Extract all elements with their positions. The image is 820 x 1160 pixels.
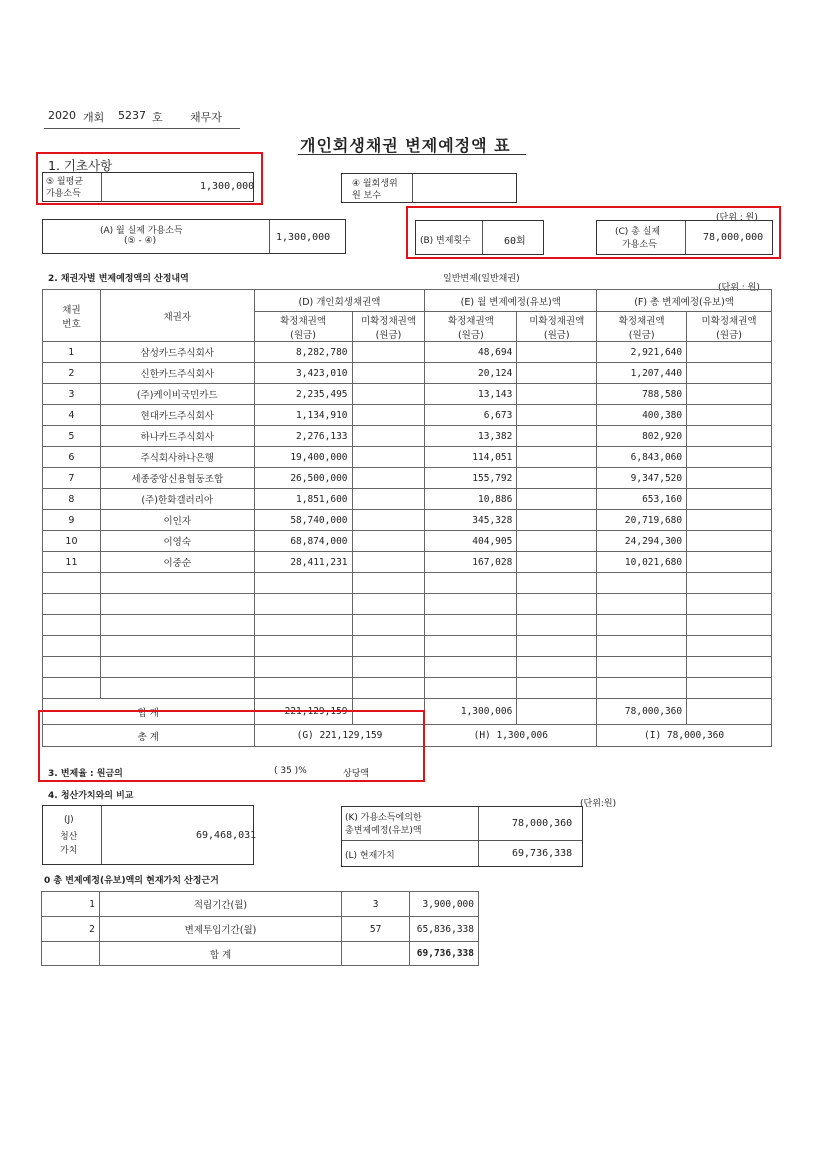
section1-title: 1. 기초사항 <box>48 158 113 173</box>
row-no <box>43 678 101 699</box>
row-d-confirmed: 8,282,780 <box>254 342 352 363</box>
header-e: (E) 월 변제예정(유보)액 <box>425 290 597 312</box>
pv-sum-months-empty <box>342 942 410 966</box>
row-d-unconfirmed <box>352 426 425 447</box>
row-no <box>43 573 101 594</box>
row-f-unconfirmed <box>687 531 772 552</box>
row-d-confirmed <box>254 573 352 594</box>
repayment-rate-value: ( 35 )% <box>274 766 307 776</box>
row-d-confirmed <box>254 657 352 678</box>
row-e-confirmed <box>425 678 517 699</box>
row-e-confirmed: 6,673 <box>425 405 517 426</box>
pv-sum-empty <box>42 942 100 966</box>
liquidation-label-2: 청산 <box>60 832 78 842</box>
row-e-confirmed: 345,328 <box>425 510 517 531</box>
avg-income-value: 1,300,000 <box>200 181 255 192</box>
total-income-label-2: 가용소득 <box>622 240 657 250</box>
section2-title: 2. 채권자별 변제예정액의 산정내역 <box>48 274 189 284</box>
row-creditor: 세종중앙신용협동조합 <box>100 468 254 489</box>
row-f-confirmed <box>597 678 687 699</box>
row-f-unconfirmed <box>687 384 772 405</box>
row-creditor <box>100 615 254 636</box>
row-d-confirmed: 68,874,000 <box>254 531 352 552</box>
row-no: 4 <box>43 405 101 426</box>
header-f: (F) 총 변제예정(유보)액 <box>597 290 772 312</box>
row-d-unconfirmed <box>352 615 425 636</box>
row-e-unconfirmed <box>517 573 597 594</box>
liquidation-value: 69,468,031 <box>196 830 257 841</box>
total-income-value: 78,000,000 <box>703 232 764 243</box>
k-value: 78,000,360 <box>512 818 573 829</box>
row-e-confirmed: 114,051 <box>425 447 517 468</box>
row-f-confirmed <box>597 657 687 678</box>
row-e-confirmed: 10,886 <box>425 489 517 510</box>
header-f-unconfirmed: 미확정채권액 (원금) <box>687 312 772 342</box>
sum-d: 221,129,159 <box>254 699 352 725</box>
header-d-unconfirmed: 미확정채권액 (원금) <box>352 312 425 342</box>
row-e-unconfirmed <box>517 489 597 510</box>
k-label-1: (K) 가용소득에의한 <box>345 813 422 823</box>
sum-f: 78,000,360 <box>597 699 687 725</box>
pv-row-1-months: 3 <box>342 892 410 917</box>
row-d-unconfirmed <box>352 678 425 699</box>
row-e-unconfirmed <box>517 405 597 426</box>
row-d-confirmed: 19,400,000 <box>254 447 352 468</box>
row-d-unconfirmed <box>352 594 425 615</box>
row-e-unconfirmed <box>517 426 597 447</box>
row-d-confirmed: 58,740,000 <box>254 510 352 531</box>
row-no: 9 <box>43 510 101 531</box>
k-label-2: 총변제예정(유보)액 <box>345 826 422 836</box>
row-f-unconfirmed <box>687 342 772 363</box>
total-g: (G) 221,129,159 <box>254 725 425 747</box>
table-row <box>43 531 772 552</box>
section4-title: 4. 청산가치와의 비교 <box>48 791 134 801</box>
row-creditor: 이인자 <box>100 510 254 531</box>
payment-count-label: (B) 변제횟수 <box>420 236 471 246</box>
row-creditor <box>100 678 254 699</box>
pv-row-1-value: 3,900,000 <box>410 892 479 917</box>
row-creditor <box>100 657 254 678</box>
row-d-unconfirmed <box>352 489 425 510</box>
row-f-unconfirmed <box>687 489 772 510</box>
unit-label-3: (단위:원) <box>580 799 617 809</box>
creditor-table <box>42 289 772 747</box>
highlight-payment-info <box>406 206 781 259</box>
table-row <box>43 384 772 405</box>
row-d-confirmed: 28,411,231 <box>254 552 352 573</box>
row-no <box>43 594 101 615</box>
row-f-unconfirmed <box>687 510 772 531</box>
pv-row-1-label: 적립기간(월) <box>99 892 341 917</box>
row-creditor <box>100 594 254 615</box>
sum-f-unconfirmed <box>687 699 772 725</box>
row-e-unconfirmed <box>517 510 597 531</box>
pv-row-2-no: 2 <box>42 917 100 942</box>
monthly-income-value: 1,300,000 <box>276 232 331 243</box>
row-e-unconfirmed <box>517 552 597 573</box>
row-f-confirmed: 788,580 <box>597 384 687 405</box>
total-i: (I) 78,000,360 <box>597 725 772 747</box>
monthly-income-label-2: (⑤ - ④) <box>124 236 157 246</box>
row-f-confirmed: 24,294,300 <box>597 531 687 552</box>
payment-count-value: 60회 <box>504 236 526 247</box>
row-f-confirmed <box>597 636 687 657</box>
row-no: 1 <box>43 342 101 363</box>
row-d-confirmed: 3,423,010 <box>254 363 352 384</box>
table-row <box>43 342 772 363</box>
row-f-unconfirmed <box>687 426 772 447</box>
repayment-rate-label: 3. 변제율 : 원금의 <box>48 769 123 779</box>
row-creditor: 이영숙 <box>100 531 254 552</box>
row-e-confirmed: 20,124 <box>425 363 517 384</box>
row-creditor: 이중순 <box>100 552 254 573</box>
row-f-unconfirmed <box>687 594 772 615</box>
row-d-unconfirmed <box>352 636 425 657</box>
row-creditor <box>100 636 254 657</box>
sum-label: 합 계 <box>43 699 255 725</box>
row-d-unconfirmed <box>352 384 425 405</box>
pv-row-2-months: 57 <box>342 917 410 942</box>
table-row <box>43 678 772 699</box>
row-d-confirmed: 1,851,600 <box>254 489 352 510</box>
repayment-mode: 일반변제(일반채권) <box>443 274 520 284</box>
row-f-unconfirmed <box>687 447 772 468</box>
row-e-unconfirmed <box>517 615 597 636</box>
row-d-unconfirmed <box>352 447 425 468</box>
repayment-rate-suffix: 상당액 <box>343 769 370 779</box>
row-f-unconfirmed <box>687 636 772 657</box>
row-f-confirmed: 653,160 <box>597 489 687 510</box>
table-row <box>43 636 772 657</box>
row-f-confirmed: 10,021,680 <box>597 552 687 573</box>
row-no: 6 <box>43 447 101 468</box>
row-no <box>43 615 101 636</box>
header-e-confirmed: 확정채권액 (원금) <box>425 312 517 342</box>
case-year: 2020 <box>48 109 76 122</box>
row-d-confirmed <box>254 615 352 636</box>
highlight-totals <box>38 710 425 782</box>
row-d-unconfirmed <box>352 468 425 489</box>
table-row <box>43 552 772 573</box>
header-e-unconfirmed: 미확정채권액 (원금) <box>517 312 597 342</box>
row-d-confirmed: 26,500,000 <box>254 468 352 489</box>
header-d: (D) 개인회생채권액 <box>254 290 425 312</box>
row-f-unconfirmed <box>687 573 772 594</box>
header-underline <box>44 128 240 129</box>
row-f-unconfirmed <box>687 678 772 699</box>
pv-row-2-label: 변제투입기간(월) <box>99 917 341 942</box>
row-creditor: 삼성카드주식회사 <box>100 342 254 363</box>
row-f-confirmed <box>597 615 687 636</box>
row-creditor: 현대카드주식회사 <box>100 405 254 426</box>
section5-title: 0 총 변제예정(유보)액의 현재가치 산정근거 <box>44 876 219 886</box>
row-no: 11 <box>43 552 101 573</box>
row-f-unconfirmed <box>687 552 772 573</box>
row-f-confirmed: 6,843,060 <box>597 447 687 468</box>
trustee-fee-label-2: 원 보수 <box>352 191 381 201</box>
row-f-unconfirmed <box>687 468 772 489</box>
row-d-unconfirmed <box>352 405 425 426</box>
row-no <box>43 657 101 678</box>
header-f-confirmed: 확정채권액 (원금) <box>597 312 687 342</box>
row-creditor <box>100 573 254 594</box>
table-row <box>43 405 772 426</box>
row-f-confirmed: 400,380 <box>597 405 687 426</box>
page-title: 개인회생채권 변제예정액 표 <box>300 136 511 155</box>
row-e-unconfirmed <box>517 636 597 657</box>
row-d-confirmed <box>254 678 352 699</box>
row-e-unconfirmed <box>517 678 597 699</box>
row-creditor: 하나카드주식회사 <box>100 426 254 447</box>
total-income-label-1: (C) 총 실제 <box>615 227 661 237</box>
case-type: 개회 <box>83 111 105 124</box>
row-e-confirmed: 13,382 <box>425 426 517 447</box>
row-f-confirmed: 802,920 <box>597 426 687 447</box>
row-d-confirmed <box>254 636 352 657</box>
title-underline <box>298 154 526 155</box>
sum-e-unconfirmed <box>517 699 597 725</box>
row-e-unconfirmed <box>517 468 597 489</box>
row-creditor: 주식회사하나은행 <box>100 447 254 468</box>
row-e-unconfirmed <box>517 384 597 405</box>
row-d-confirmed <box>254 594 352 615</box>
highlight-basic-info <box>36 152 263 205</box>
row-e-unconfirmed <box>517 342 597 363</box>
row-d-unconfirmed <box>352 531 425 552</box>
case-number: 5237 <box>118 109 146 122</box>
pv-row-2-value: 65,836,338 <box>410 917 479 942</box>
sum-e: 1,300,006 <box>425 699 517 725</box>
l-label: (L) 현재가치 <box>345 851 395 861</box>
row-e-confirmed <box>425 615 517 636</box>
pv-sum-label: 합 계 <box>99 942 341 966</box>
row-d-unconfirmed <box>352 342 425 363</box>
row-f-confirmed <box>597 573 687 594</box>
row-d-unconfirmed <box>352 510 425 531</box>
row-e-confirmed <box>425 636 517 657</box>
row-f-confirmed: 20,719,680 <box>597 510 687 531</box>
header-creditor: 채권자 <box>100 290 254 342</box>
row-e-unconfirmed <box>517 363 597 384</box>
row-d-unconfirmed <box>352 573 425 594</box>
row-e-confirmed: 13,143 <box>425 384 517 405</box>
liquidation-label-3: 가치 <box>60 846 78 856</box>
row-f-confirmed <box>597 594 687 615</box>
row-d-confirmed: 1,134,910 <box>254 405 352 426</box>
row-d-unconfirmed <box>352 552 425 573</box>
row-e-confirmed <box>425 657 517 678</box>
row-d-confirmed: 2,235,495 <box>254 384 352 405</box>
unit-label-2: (단위 : 원) <box>718 283 760 293</box>
debtor-label: 채무자 <box>190 111 222 124</box>
row-d-unconfirmed <box>352 657 425 678</box>
total-label: 총 계 <box>43 725 255 747</box>
row-no <box>43 636 101 657</box>
row-f-confirmed: 9,347,520 <box>597 468 687 489</box>
table-row <box>43 363 772 384</box>
row-creditor: (주)케이비국민카드 <box>100 384 254 405</box>
row-e-unconfirmed <box>517 447 597 468</box>
row-no: 2 <box>43 363 101 384</box>
row-no: 7 <box>43 468 101 489</box>
row-no: 5 <box>43 426 101 447</box>
avg-income-label-1: ⑤ 월평균 <box>46 177 84 187</box>
monthly-income-label-1: (A) 월 실제 가용소득 <box>100 226 183 236</box>
row-f-confirmed: 1,207,440 <box>597 363 687 384</box>
row-e-unconfirmed <box>517 531 597 552</box>
row-e-confirmed: 155,792 <box>425 468 517 489</box>
row-f-unconfirmed <box>687 615 772 636</box>
table-row <box>43 447 772 468</box>
row-d-confirmed: 2,276,133 <box>254 426 352 447</box>
table-row <box>43 426 772 447</box>
unit-label-1: (단위 : 원) <box>716 213 758 223</box>
row-e-confirmed <box>425 594 517 615</box>
pv-row-1-no: 1 <box>42 892 100 917</box>
present-value-table <box>41 891 479 966</box>
l-value: 69,736,338 <box>512 848 573 859</box>
table-row <box>43 468 772 489</box>
row-f-unconfirmed <box>687 405 772 426</box>
row-no: 3 <box>43 384 101 405</box>
row-creditor: 신한카드주식회사 <box>100 363 254 384</box>
pv-sum-value: 69,736,338 <box>410 942 479 966</box>
row-f-confirmed: 2,921,640 <box>597 342 687 363</box>
header-no: 채권 번호 <box>43 290 101 342</box>
avg-income-label-2: 가용소득 <box>46 189 81 199</box>
row-e-confirmed: 48,694 <box>425 342 517 363</box>
total-h: (H) 1,300,006 <box>425 725 597 747</box>
liquidation-label-1: (J) <box>64 815 74 825</box>
row-creditor: (주)한화갤러리아 <box>100 489 254 510</box>
row-f-unconfirmed <box>687 363 772 384</box>
table-row <box>43 657 772 678</box>
row-f-unconfirmed <box>687 657 772 678</box>
row-e-unconfirmed <box>517 657 597 678</box>
table-row <box>43 510 772 531</box>
table-row <box>43 573 772 594</box>
row-d-unconfirmed <box>352 363 425 384</box>
table-row <box>43 489 772 510</box>
row-no: 8 <box>43 489 101 510</box>
case-suffix: 호 <box>152 111 163 124</box>
header-d-confirmed: 확정채권액 (원금) <box>254 312 352 342</box>
row-e-confirmed: 404,905 <box>425 531 517 552</box>
row-no: 10 <box>43 531 101 552</box>
table-row <box>43 594 772 615</box>
row-e-confirmed: 167,028 <box>425 552 517 573</box>
row-e-confirmed <box>425 573 517 594</box>
trustee-fee-label-1: ④ 월회생위 <box>352 179 398 189</box>
row-e-unconfirmed <box>517 594 597 615</box>
table-row <box>43 615 772 636</box>
